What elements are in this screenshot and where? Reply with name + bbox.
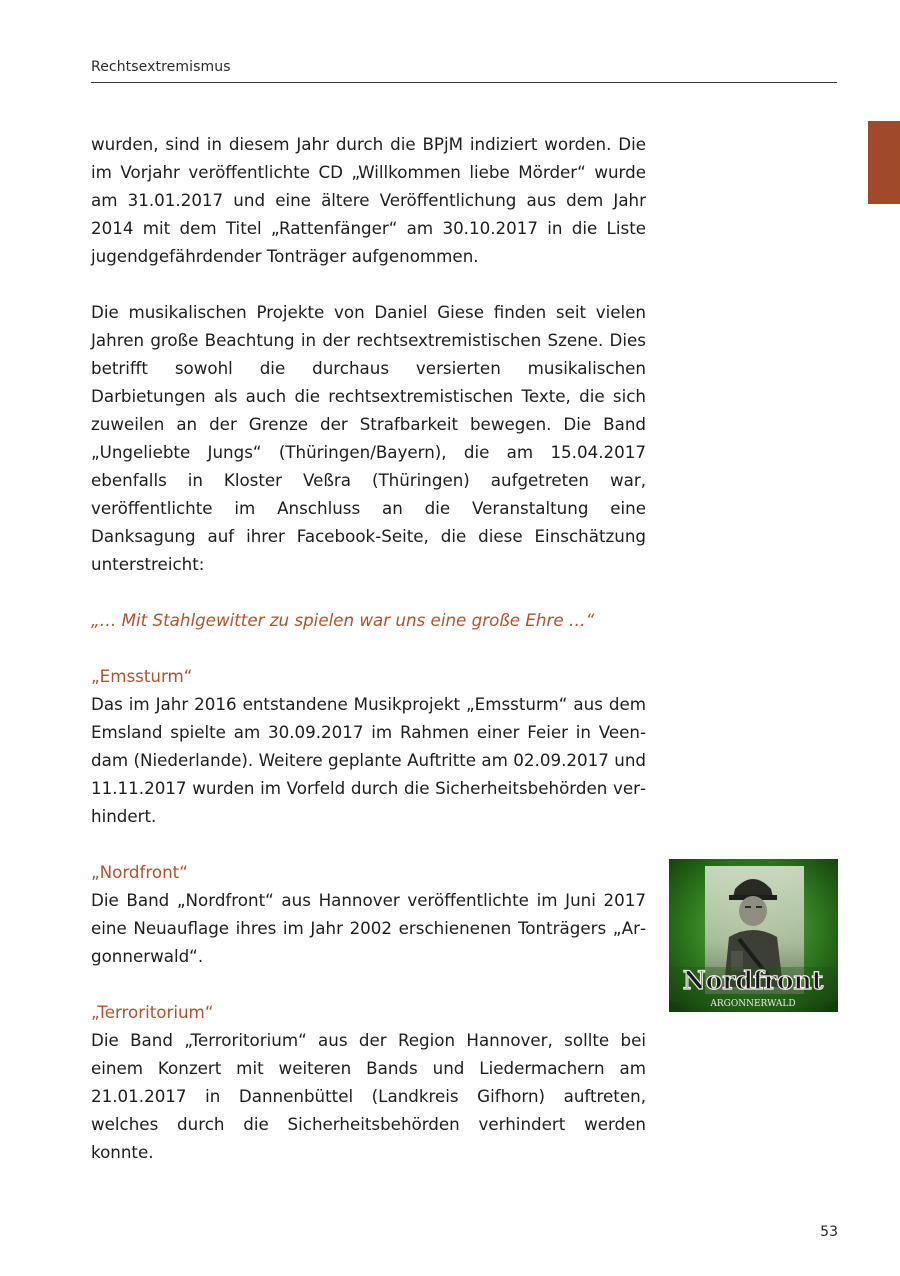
text-terroritorium: Die Band „Terroritorium“ aus der Region Hannover, sollte bei einem Konzert mit weiteren Bands und Liedermachern am 21.01.2017 in Dannenbüttel (Landkreis Gifhorn) auftreten, welches durch die Sicherheitsbehörden verhindert werden konnte. [91,1030,646,1162]
heading-emssturm: „Emssturm“ [91,666,193,686]
facebook-quote: „… Mit Stahlgewitter zu spielen war uns eine große Ehre …“ [91,610,595,630]
heading-terroritorium: „Terroritorium“ [91,1002,214,1022]
page-number: 53 [820,1224,838,1240]
text-emssturm: Das im Jahr 2016 entstandene Musikprojekt „Emssturm“ aus dem Emsland spielte am 30.09.2017 im Rahmen einer Feier in Veendam (Niederlande). Weitere geplante Auftritte am 02.09.2017 und 11.11.2017 wurden im Vorfeld durch die Sicherheitsbehörden verhindert. [91,694,646,826]
nordfront-album-cover [669,859,838,1012]
main-text [91,130,646,1166]
running-header [91,58,837,83]
paragraph-giese-projects: Die musikalischen Projekte von Daniel Giese finden seit vielen Jahren große Beachtung in der rechtsextremistischen Szene. Dies betrifft sowohl die durchaus versierten musikalischen Darbietungen als auch die rechtsextremistischen Texte, die sich zuweilen an der Grenze der Strafbarkeit bewegen. Die Band „Ungeliebte Jungs“ (Thüringen/​Bayern), die am 15.04.2017 ebenfalls in Kloster Veßra (Thüringen) aufgetreten war, veröffentlichte im Anschluss an die Veranstaltung eine Danksagung auf ihrer Facebook-Seite, die diese Einschätzung unterstreicht: [91,302,646,574]
paragraph-indexing: wurden, sind in diesem Jahr durch die BPjM indiziert worden. Die im Vorjahr veröffentlichte CD „Willkommen liebe Mörder“ wurde am 31.01.2017 und eine ältere Veröffentlichung aus dem Jahr 2014 mit dem Titel „Rattenfänger“ am 30.10.2017 in die Liste jugendgefährdender Tonträger aufgenommen. [91,134,646,266]
album-title: ARGONNERWALD [710,999,796,1009]
chapter-marker-tab [868,121,900,204]
header-title: Rechtsextremismus [91,59,231,75]
text-nordfront: Die Band „Nordfront“ aus Hannover veröffentlichte im Juni 2017 eine Neuauflage ihres im Jahr 2002 erschienenen Tonträgers „Argonnerwald“. [91,890,646,966]
album-band-name: Nordfront [682,966,824,995]
heading-nordfront: „Nordfront“ [91,862,188,882]
